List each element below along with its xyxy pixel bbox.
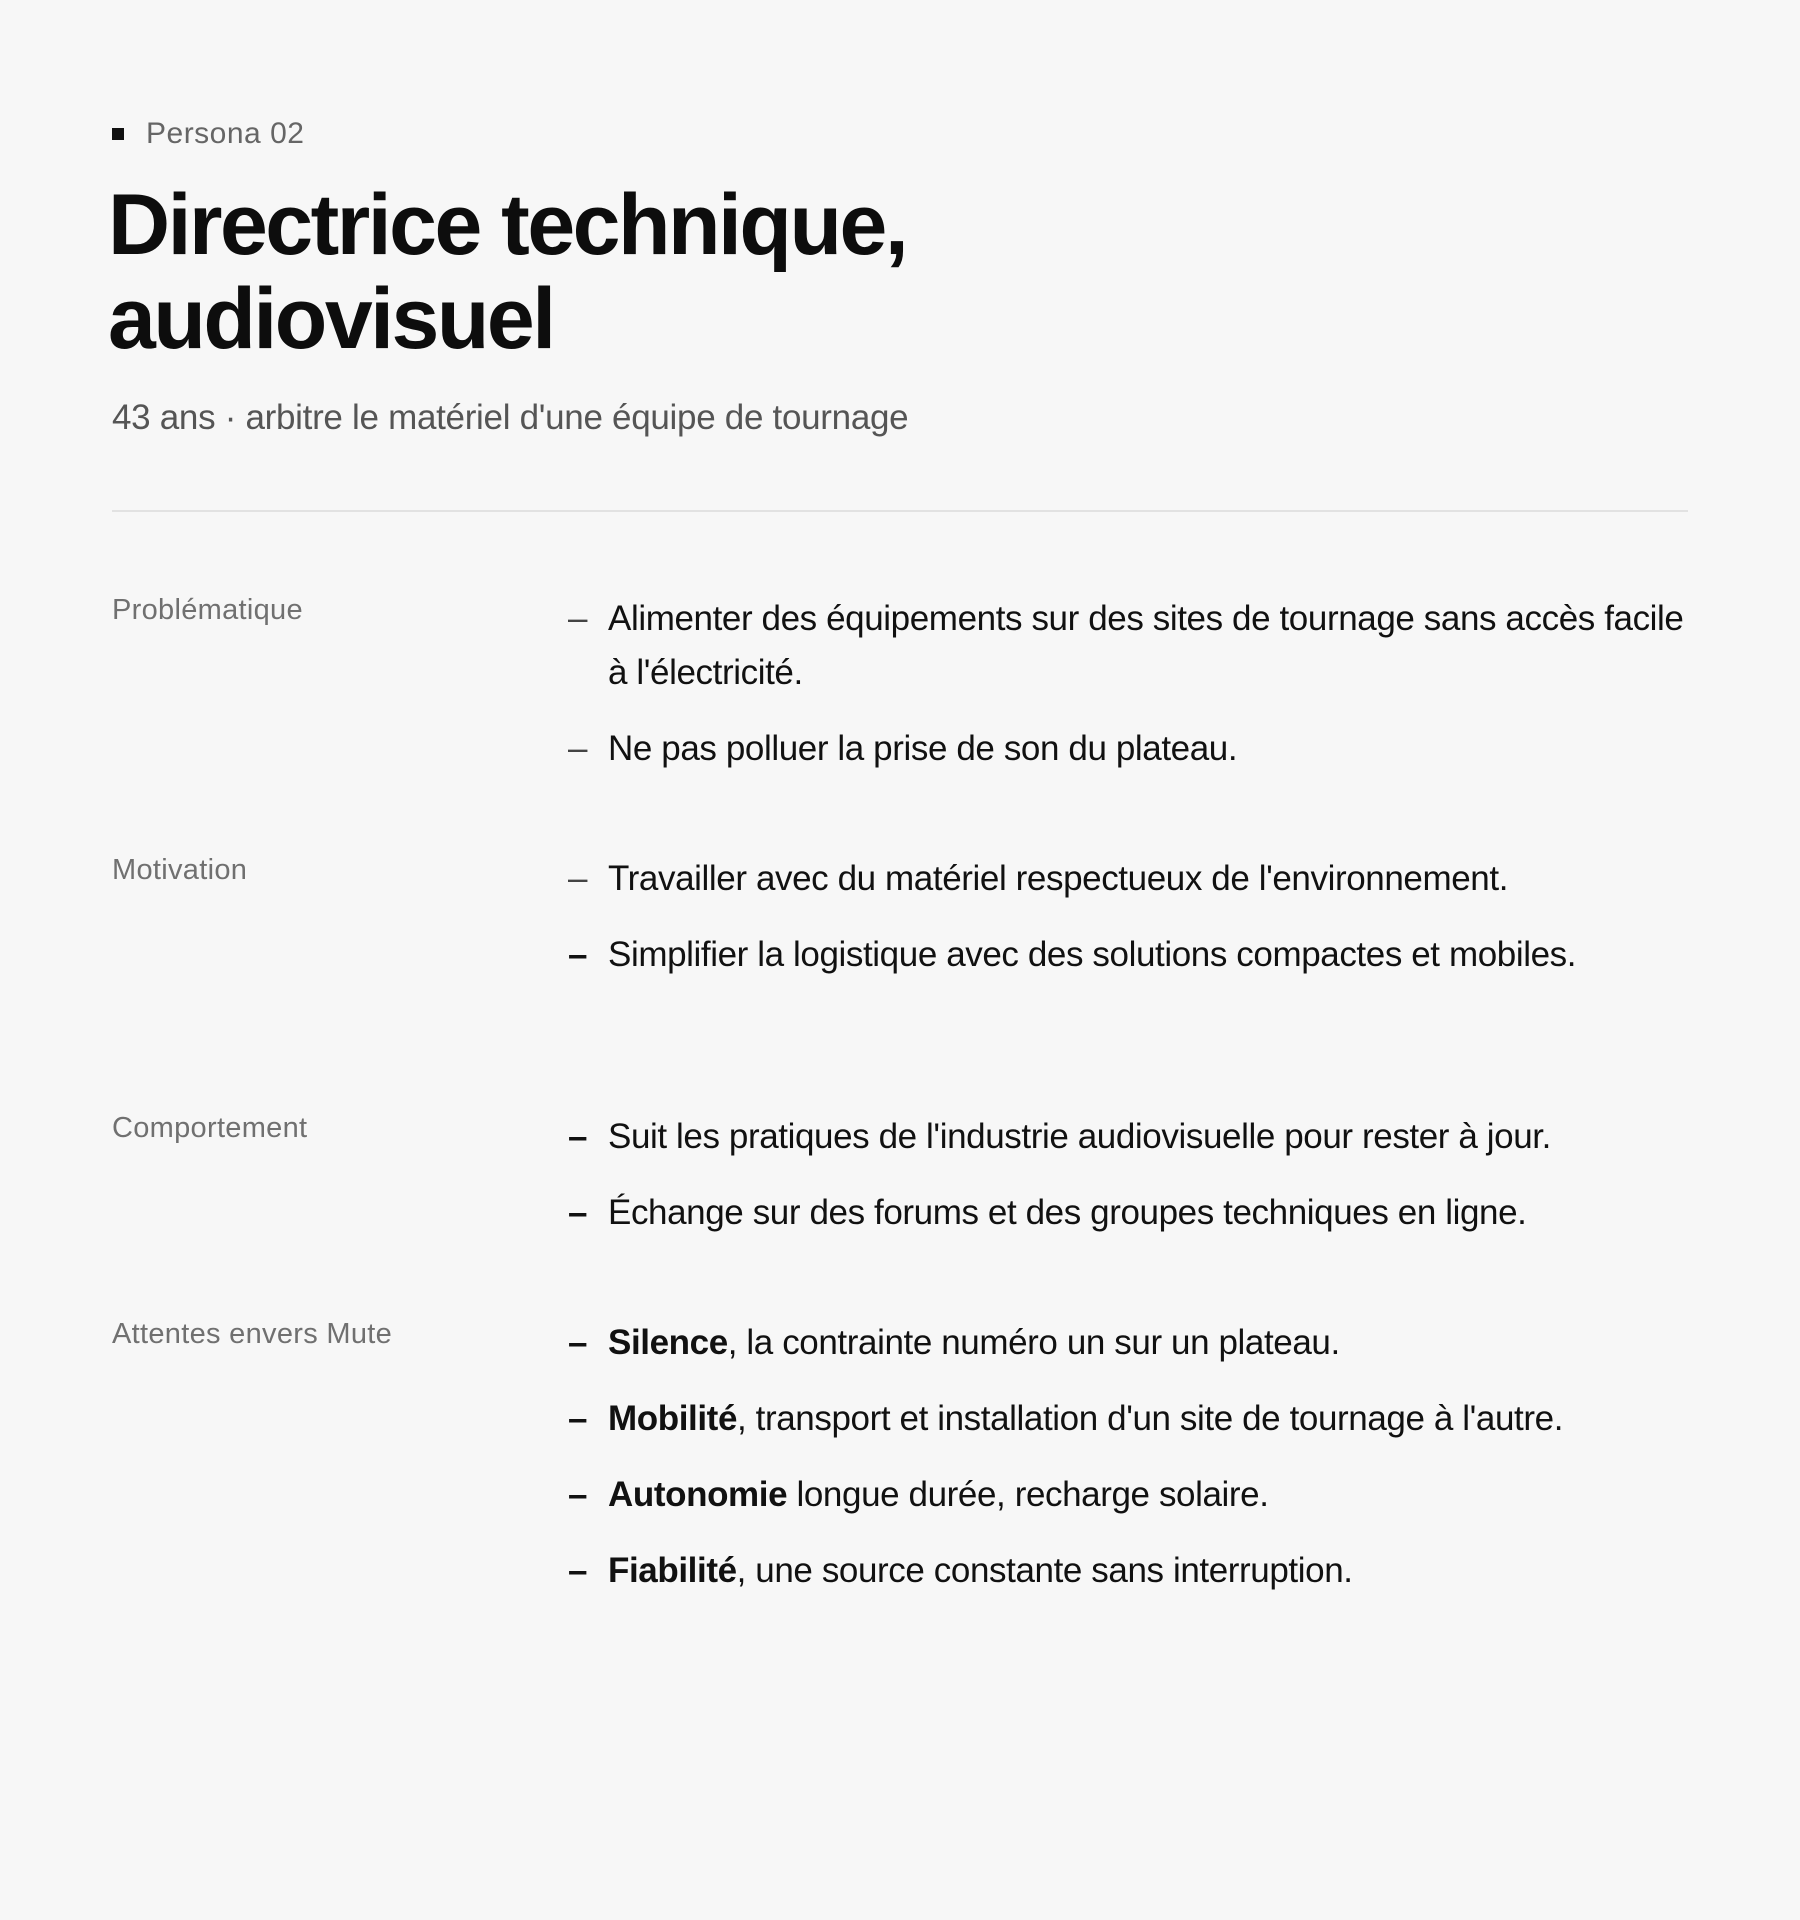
list-item-text: Échange sur des forums et des groupes techniques en ligne.	[608, 1193, 1527, 1232]
list-item-keyword: Autonomie	[608, 1475, 788, 1514]
dash-bullet-icon: –	[568, 729, 588, 768]
page-title-line-1: Directrice technique,	[108, 177, 907, 273]
dash-bullet-icon: –	[568, 935, 588, 974]
list-item-text: , transport et installation d'un site de tournage à l'autre.	[737, 1399, 1564, 1438]
dash-bullet-icon: –	[568, 859, 588, 898]
list-item	[568, 722, 1708, 776]
persona-subtitle: 43 ans · arbitre le matériel d'une équipe de tournage	[112, 398, 909, 437]
dash-bullet-icon: –	[568, 599, 588, 638]
page-title-line-2: audiovisuel	[108, 271, 554, 367]
list-item-text: Suit les pratiques de l'industrie audiovisuelle pour rester à jour.	[608, 1117, 1551, 1156]
list-item	[568, 1186, 1708, 1240]
list-item	[568, 1316, 1708, 1370]
list-item-keyword: Fiabilité	[608, 1551, 737, 1590]
list-item-text: Alimenter des équipements sur des sites de tournage sans accès facile à l'électricité.	[608, 599, 1684, 692]
list-item-text: , une source constante sans interruption.	[736, 1551, 1353, 1590]
section-label: Attentes envers Mute	[112, 1318, 393, 1350]
list-item	[568, 1110, 1708, 1164]
list-item-keyword: Mobilité	[608, 1399, 738, 1438]
dash-bullet-icon: –	[568, 1193, 588, 1232]
dash-bullet-icon: –	[568, 1117, 588, 1156]
dash-bullet-icon: –	[568, 1475, 588, 1514]
persona-number-label: Persona 02	[146, 117, 305, 150]
section-divider	[112, 510, 1688, 512]
page-title	[108, 178, 1508, 366]
list-item	[568, 1392, 1708, 1446]
dash-bullet-icon: –	[568, 1323, 588, 1362]
persona-eyebrow	[112, 114, 304, 154]
section-label: Motivation	[112, 854, 248, 886]
list-item-text: longue durée, recharge solaire.	[787, 1475, 1269, 1514]
list-item	[568, 852, 1708, 906]
bullet-list	[568, 1110, 1708, 1262]
list-item-text: Ne pas polluer la prise de son du plateau.	[608, 729, 1238, 768]
list-item	[568, 592, 1708, 700]
bullet-list	[568, 1316, 1708, 1620]
list-item	[568, 928, 1708, 982]
list-item-keyword: Silence	[608, 1323, 728, 1362]
list-item-text: Simplifier la logistique avec des solutions compactes et mobiles.	[608, 935, 1577, 974]
list-item-text: Travailler avec du matériel respectueux de l'environnement.	[608, 859, 1509, 898]
list-item	[568, 1544, 1708, 1598]
dash-bullet-icon: –	[568, 1399, 588, 1438]
section-label: Comportement	[112, 1112, 308, 1144]
section-label: Problématique	[112, 594, 303, 626]
list-item-text: , la contrainte numéro un sur un plateau.	[727, 1323, 1340, 1362]
bullet-list	[568, 852, 1708, 1004]
dash-bullet-icon: –	[568, 1551, 588, 1590]
square-bullet-icon	[112, 128, 124, 140]
list-item	[568, 1468, 1708, 1522]
bullet-list	[568, 592, 1708, 798]
